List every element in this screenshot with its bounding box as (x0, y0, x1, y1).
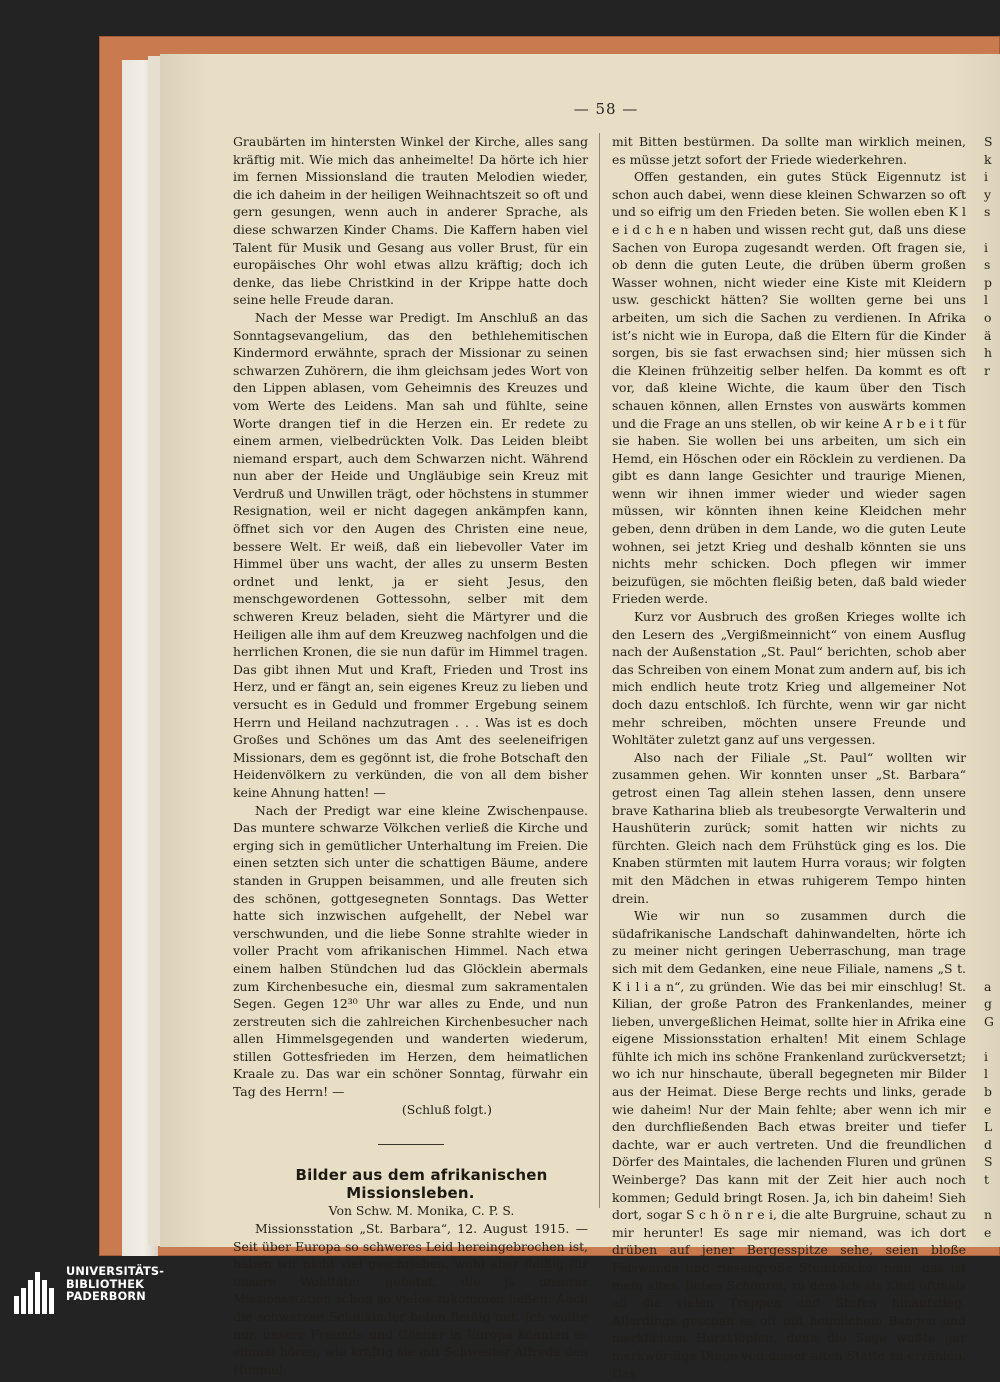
logo-line: UNIVERSITÄTS- (66, 1265, 165, 1278)
library-logo-icon (14, 1270, 58, 1314)
next-page-fragment (984, 502, 1000, 520)
next-page-fragment: ä (984, 327, 992, 343)
article-byline: Von Schw. M. Monika, C. P. S. (328, 1203, 515, 1219)
next-page-fragment (984, 590, 1000, 608)
next-page-fragment: n (984, 1207, 992, 1223)
next-page-fragment (984, 837, 1000, 855)
paragraph: Offen gestanden, ein gutes Stück Eigennutz ist schon auch dabei, wenn diese kleinen Schwarzen so oft und so eifrig um den Frieden beten. Sie wollen eben K l e i d c h e n haben und wissen recht gut, daß uns diese Sachen von Europa zugesandt werden. Oft fragen sie, ob denn die guten Leute, die drüben überm großen Wasser wohnen, nicht wieder eine Kiste mit Kleidern usw. geschickt hätten? Sie wollten gerne bei uns arbeiten, um sich die Sachen zu verdienen. In Afrika ist’s nicht wie in Europa, daß die Eltern für die Kinder sorgen, bis sie fast erwachsen sind; hier müssen sich die Kleinen frühzeitig selber helfen. Da kommt es oft vor, daß kleine Wichte, die kaum über den Tisch schauen können, allen Ernstes von auswärts kommen und die Frage an uns stellen, ob wir keine A r b e i t für sie haben. Sie wollen bei uns arbeiten, um sich ein Hemd, ein Höschen oder ein Röcklein zu verdienen. Da gibt es dann lange Gesichter und traurige Mienen, wenn wir ihnen immer wieder und wieder sagen müssen, wir könnten ihnen keine Kleidchen mehr geben, denn drüben in dem Lande, wo die guten Leute wohnen, sei jetzt Krieg und deshalb könnten sie uns nichts mehr schicken. Doch pflegen wir immer beizufügen, sie möchten fleißig beten, daß bald wieder Frieden werde. (612, 169, 966, 607)
next-page-fragment (984, 819, 1000, 837)
next-page-fragment (984, 854, 1000, 872)
next-page-fragment (984, 942, 1000, 960)
next-page-fragment (984, 960, 1000, 978)
library-logo-text (66, 1266, 164, 1304)
next-page-fragment: i (984, 169, 988, 185)
next-page-fragment: p (984, 274, 992, 290)
next-page-edge (984, 133, 1000, 1241)
section-divider (378, 1144, 444, 1145)
next-page-fragment (984, 1030, 1000, 1048)
next-page-fragment (984, 872, 1000, 890)
next-page-fragment: d (984, 1136, 992, 1152)
paragraph: Missionsstation „St. Barbara“, 12. August 1915. — Seit über Europa so schweres Leid hereingebrochen ist, haben wir nicht viel geschrieben, wohl aber fleißig für unsere Wohltäter gebetet, die ja unserer Missionsstation schon so vieles zukommen ließen. Auch die schwarzen Schulkinder beten fleißig mit. Ich wollte nur, unsere Freunde und Gönner in Europa könnten es einmal hören, wie kräftig sie mit Schwester Alfreda den Himmel (233, 1221, 588, 1377)
next-page-fragment (984, 661, 1000, 679)
column-divider (599, 133, 600, 1208)
next-page-fragment: G (984, 1013, 994, 1029)
paragraph: Also nach der Filiale „St. Paul“ wollten wir zusammen gehen. Wir konnten unser „St. Barbara“ getrost einen Tag allein stehen lassen, denn unsere brave Katharina blieb als treubesorgte Verwalterin und Haushüterin zurück; somit hatten wir nichts zu fürchten. Gleich nach dem Frühstück ging es los. Die Knaben stürmten mit lautem Hurra voraus; wir folgten mit den Mädchen in etwas ruhigerem Tempo hinten drein. (612, 749, 966, 906)
next-page-fragment: b (984, 1084, 992, 1100)
next-page-fragment (984, 555, 1000, 573)
next-page-fragment (984, 485, 1000, 503)
next-page-fragment (984, 925, 1000, 943)
paragraph: Kurz vor Ausbruch des großen Krieges wollte ich den Lesern des „Vergißmeinnicht“ von einem Ausflug nach der Außenstation „St. Paul“ berichten, schob aber das Schreiben von einem Monat zum andern auf, bis ich mich endlich heute trotz Krieg und allgemeiner Not doch dazu entschloß. Ich fürchte, wenn wir gar nicht mehr schreiben, möchten unsere Freunde und Wohltäter zuletzt ganz auf uns vergessen. (612, 609, 966, 748)
next-page-fragment (984, 714, 1000, 732)
left-column (233, 133, 588, 1378)
next-page-fragment (984, 538, 1000, 556)
library-logo (14, 1266, 254, 1316)
paragraph: Graubärten im hintersten Winkel der Kirche, alles sang kräftig mit. Wie mich das anheimelte! Da hörte ich hier im fernen Missionsland die trauten Melodien wieder, die ich daheim in der heiligen Weihnachtszeit so oft und gern gesungen, wenn auch in anderer Sprache, als diese schwarzen Kinder Chams. Die Kaffern haben viel Talent für Musik und Gesang aus voller Brust, für ein europäisches Ohr wohl etwas allzu kräftig; doch ich denke, das liebe Christkind in der Krippe hatte doch seine helle Freude daran. (233, 134, 588, 308)
paragraph: Wie wir nun so zusammen durch die südafrikanische Landschaft dahinwandelten, hörte ich zu meiner nicht geringen Ueberraschung, man trage sich mit dem Gedanken, eine neue Filiale, namens „S t. K i l i a n“, zu gründen. Wie das bei mir einschlug! St. Kilian, der große Patron des Frankenlandes, meiner lieben, unvergeßlichen Heimat, sollte hier in Afrika eine eigene Missionsstation erhalten! Mit einem Schlage fühlte ich mich ins schöne Frankenland zurückversetzt; wo ich nur hinschaute, überall begegneten mir Bilder aus der Heimat. Diese Berge rechts und links, gerade wie daheim! Nur der Main fehlte; aber wenn ich mir den durchfließenden Bach etwas breiter und tiefer dachte, war er auch vertreten. Und die freundlichen Dörfer des Maintales, die lachenden Fluren und grünen Weinberge? Das kann mit der Zeit hier auch noch kommen; Geduld bringt Rosen. Ja, ich bin daheim! Sieh dort, sogar S c h ö n r e i, die alte Burgruine, schaut zu mir herunter! Es sage mir niemand, was ich dort drüben auf jener Bergesspitze sehe, seien bloße Felswände und riesengroße Steinblöcke; nein, das ist mein altes, liebes Schönrei, zu dem ich als Kind oftmals all die vielen Treppen und Stufen hinaufstieg. Allerdings geschah es oft mit heimlichem Bangen und merklichem Herzklopfen, denn die Sage wußte gar merkwürdige Dinge von dieser alten Stätte zu erzählen. Das (612, 908, 966, 1381)
next-page-fragment (984, 766, 1000, 784)
page-number: — 58 — (573, 100, 639, 118)
next-page-fragment: h (984, 345, 992, 361)
logo-line: PADERBORN (66, 1290, 146, 1304)
next-page-fragment: L (984, 1119, 993, 1135)
next-page-fragment (984, 379, 1000, 397)
next-page-fragment (984, 415, 1000, 433)
right-column (612, 133, 966, 1382)
next-page-fragment: i (984, 239, 988, 255)
next-page-fragment: l (984, 292, 988, 308)
next-page-fragment: e (984, 1101, 992, 1117)
paragraph: Nach der Predigt war eine kleine Zwischenpause. Das muntere schwarze Völkchen verließ die Kirche und erging sich in gemütlicher Unterhaltung im Freien. Die einen setzten sich unter die schattigen Bäume, andere standen in Gruppen beisammen, und alle freuten sich des schönen, gottgesegneten Sonntags. Das Wetter hatte sich inzwischen aufgehellt, der Nebel war verschwunden, und die liebe Sonne strahlte wieder in voller Pracht vom afrikanischen Himmel. Nach etwa einem halben Stündchen lud das Glöcklein abermals zum Kirchenbesuche ein, diesmal zum sakramentalen Segen. Gegen 12³⁰ Uhr war alles zu Ende, und nun zerstreuten sich die zahlreichen Kirchenbesucher nach allen Himmelsgegenden und wanderten wiederum, stillen Gottesfrieden im Herzen, dem heimatlichen Kraale zu. Das war ein schöner Sonntag, fürwahr ein Tag des Herrn! — (233, 802, 588, 1100)
next-page-fragment: t (984, 1172, 989, 1188)
next-page-fragment (984, 608, 1000, 626)
paragraph: mit Bitten bestürmen. Da sollte man wirklich meinen, es müsse jetzt sofort der Friede wiederkehren. (612, 134, 966, 167)
next-page-fragment (984, 643, 1000, 661)
next-page-fragment (984, 802, 1000, 820)
logo-line: BIBLIOTHEK (66, 1277, 145, 1291)
next-page-fragment (984, 1189, 1000, 1207)
next-page-fragment (984, 907, 1000, 925)
next-page-fragment: a (984, 978, 992, 994)
next-page-fragment (984, 573, 1000, 591)
continuation-note: (Schluß folgt.) (401, 1101, 492, 1117)
next-page-fragment (984, 678, 1000, 696)
next-page-fragment: e (984, 1224, 992, 1240)
next-page-fragment (984, 749, 1000, 767)
next-page-fragment: s (984, 204, 991, 220)
next-page-fragment: k (984, 151, 992, 167)
next-page-fragment (984, 432, 1000, 450)
next-page-fragment (984, 890, 1000, 908)
next-page-fragment: g (984, 996, 992, 1012)
next-page-fragment (984, 731, 1000, 749)
next-page-fragment: l (984, 1066, 988, 1082)
next-page-fragment: i (984, 1048, 988, 1064)
next-page-fragment (984, 467, 1000, 485)
next-page-fragment (984, 696, 1000, 714)
next-page-fragment: y (984, 186, 991, 202)
next-page-fragment (984, 450, 1000, 468)
next-page-fragment (984, 520, 1000, 538)
next-page-fragment: o (984, 309, 992, 325)
next-page-fragment (984, 397, 1000, 415)
next-page-fragment (984, 784, 1000, 802)
next-page-fragment: s (984, 257, 991, 273)
paragraph: Nach der Messe war Predigt. Im Anschluß an das Sonntagsevangelium, das den bethlehemitischen Kindermord erwähnte, sprach der Missionar zu seinen schwarzen Zuhörern, die ihm gleichsam jedes Wort von den Lippen ablasen, vom Geheimnis des Kreuzes und vom Werte des Leidens. Man sah und fühlte, seine Worte drangen tief in die Herzen ein. Er redete zu einem armen, vielbedrückten Volk. Das Leiden bleibt niemand erspart, auch dem Schwarzen nicht. Während nun aber der Heide und Ungläubige sein Kreuz mit Verdruß und Unwillen trägt, oder höchstens in stummer Resignation, weil er nicht dagegen ankämpfen kann, öffnet sich vor den Augen des Christen eine neue, bessere Welt. Er weiß, daß ein liebevoller Vater im Himmel über uns wacht, der alles zu unserm Besten ordnet und lenkt, ja er sieht Jesus, den menschgewordenen Gottessohn, selber mit dem schweren Kreuz beladen, sieht die Märtyrer und die Heiligen alle ihm auf dem Kreuzweg nachfolgen und die herrlichen Kronen, die sie nun dafür im Himmel tragen. Das gibt ihnen Mut und Kraft, Frieden und Trost ins Herz, und er fängt an, sein eigenes Kreuz zu lieben und versucht es in Geduld und frommer Ergebung seinem Herrn und Heiland nachzutragen . . . Was ist es doch Großes und Schönes um das Amt des seeleneifrigen Missionars, dem es gegönnt ist, die frohe Botschaft den Heidenvölkern zu verkünden, die von all dem bisher keine Ahnung hatten! — (233, 309, 588, 800)
next-page-fragment: r (984, 362, 990, 378)
next-page-fragment: S (984, 134, 993, 149)
article-title: Bilder aus dem afrikanischen Missionsleben. (295, 1166, 548, 1202)
next-page-fragment: S (984, 1154, 993, 1170)
next-page-fragment (984, 626, 1000, 644)
next-page-fragment (984, 221, 1000, 239)
